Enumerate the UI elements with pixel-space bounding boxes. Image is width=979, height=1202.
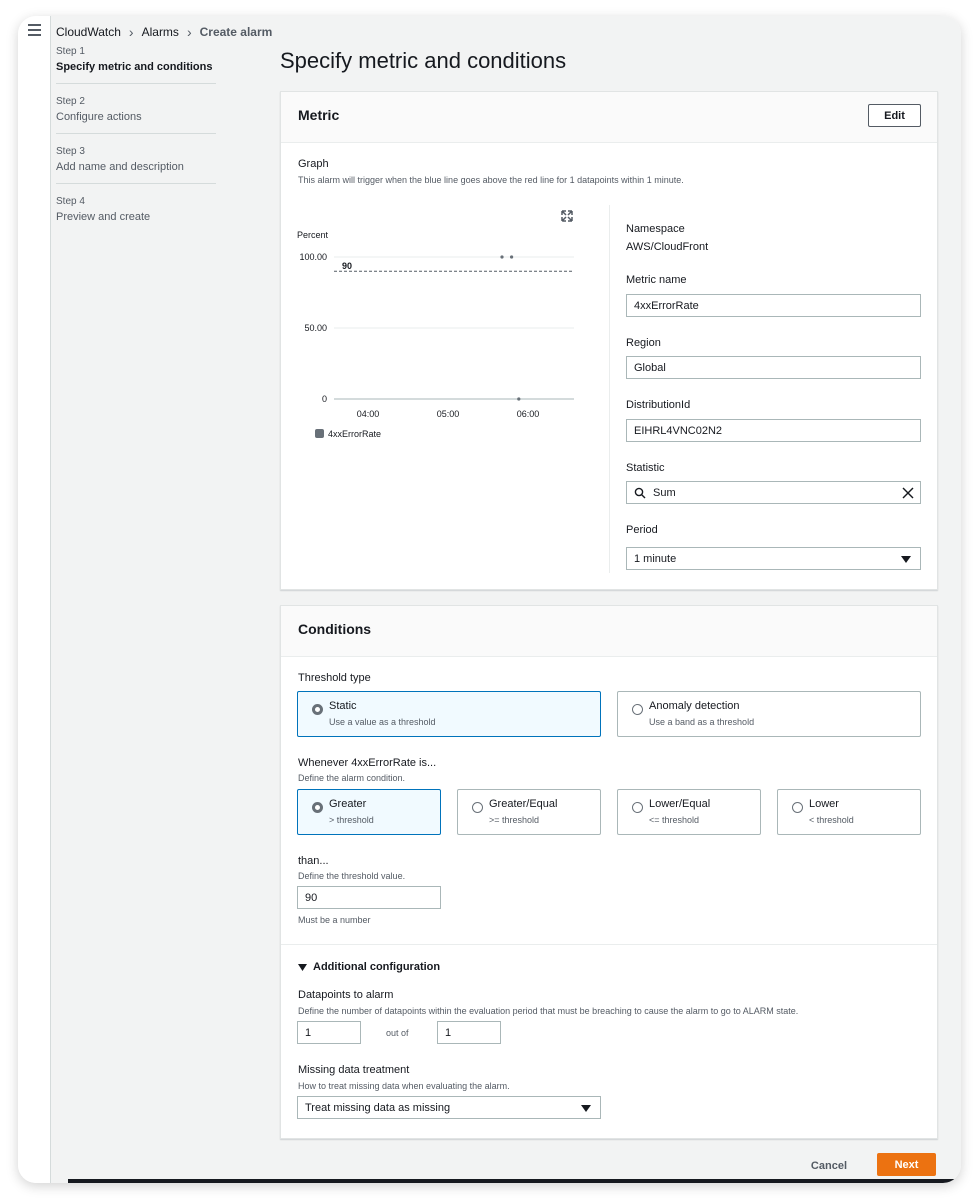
- option-description: > threshold: [329, 815, 374, 825]
- missing-data-select[interactable]: [297, 1096, 601, 1119]
- graph-title: Graph: [298, 158, 329, 170]
- additional-configuration-toggle[interactable]: [298, 961, 440, 973]
- radio-icon: [792, 802, 803, 813]
- clear-icon[interactable]: [902, 487, 914, 499]
- breadcrumb-cloudwatch[interactable]: CloudWatch: [56, 25, 121, 39]
- missing-data-label: Missing data treatment: [298, 1064, 410, 1076]
- divider: [609, 205, 610, 573]
- data-point: [517, 397, 520, 400]
- step-label: Specify metric and conditions: [56, 61, 213, 73]
- caret-down-icon: [581, 1105, 591, 1112]
- cancel-button[interactable]: Cancel: [805, 1159, 853, 1173]
- whenever-description: Define the alarm condition.: [298, 773, 406, 783]
- search-icon: [634, 487, 646, 499]
- window-bottom-edge: [68, 1179, 961, 1183]
- x-tick-label: 04:00: [356, 409, 380, 419]
- radio-icon: [472, 802, 483, 813]
- wizard-steps: [56, 46, 216, 245]
- option-title: Greater: [329, 798, 367, 810]
- divider: [281, 944, 937, 945]
- period-value: 1 minute: [634, 552, 677, 565]
- missing-data-value: Treat missing data as missing: [305, 1101, 451, 1114]
- menu-icon[interactable]: [28, 24, 41, 36]
- legend-swatch: [315, 429, 324, 438]
- breadcrumb-alarms[interactable]: Alarms: [141, 25, 179, 39]
- x-tick-label: 06:00: [516, 409, 540, 419]
- metric-graph: [291, 204, 591, 444]
- operator-greater[interactable]: [297, 789, 441, 835]
- navigation-rail: [18, 16, 51, 1183]
- datapoints-to-alarm-input[interactable]: 1: [297, 1021, 361, 1044]
- region-field[interactable]: Global: [626, 356, 921, 379]
- step-number: Step 4: [56, 196, 85, 207]
- y-tick-label: 0: [321, 394, 327, 404]
- option-title: Static: [329, 700, 357, 712]
- metric-panel-title: Metric: [298, 107, 340, 123]
- datapoints-description: Define the number of datapoints within the evaluation period that must be breaching to cause the alarm to go to ALARM state.: [298, 1006, 799, 1016]
- threshold-type-anomaly-detection[interactable]: [617, 691, 921, 737]
- conditions-panel-title: Conditions: [298, 621, 372, 637]
- than-label: than...: [298, 855, 329, 867]
- distribution-id-field[interactable]: EIHRL4VNC02N2: [626, 419, 921, 442]
- step-label: Preview and create: [56, 211, 151, 223]
- x-tick-label: 05:00: [436, 409, 460, 419]
- console-window: [18, 16, 961, 1183]
- namespace-value: AWS/CloudFront: [626, 241, 709, 253]
- threshold-label: 90: [342, 261, 353, 271]
- option-title: Anomaly detection: [649, 700, 740, 712]
- threshold-value-input[interactable]: 90: [297, 886, 441, 909]
- radio-icon: [312, 802, 323, 813]
- statistic-search-input[interactable]: [626, 481, 921, 504]
- out-of-label: out of: [386, 1028, 409, 1038]
- distribution-id-label: DistributionId: [626, 399, 691, 411]
- option-title: Lower/Equal: [649, 798, 711, 810]
- next-button[interactable]: Next: [877, 1153, 936, 1176]
- step-number: Step 3: [56, 146, 85, 157]
- option-description: Use a value as a threshold: [329, 717, 436, 727]
- statistic-value: Sum: [653, 486, 676, 499]
- missing-data-description: How to treat missing data when evaluating the alarm.: [298, 1081, 510, 1091]
- y-tick-label: 50.00: [304, 323, 327, 333]
- step-label: Configure actions: [56, 111, 142, 123]
- threshold-type-static[interactable]: [297, 691, 601, 737]
- namespace-label: Namespace: [626, 223, 685, 235]
- caret-down-icon: [901, 556, 911, 563]
- evaluation-periods-input[interactable]: 1: [437, 1021, 501, 1044]
- wizard-step-1[interactable]: [56, 46, 216, 84]
- option-title: Greater/Equal: [489, 798, 558, 810]
- operator-lower-equal[interactable]: [617, 789, 761, 835]
- region-label: Region: [626, 337, 661, 349]
- y-tick-label: 100.00: [299, 252, 327, 262]
- metric-name-label: Metric name: [626, 274, 687, 286]
- option-title: Lower: [809, 798, 839, 810]
- radio-icon: [632, 802, 643, 813]
- period-select[interactable]: [626, 547, 921, 570]
- chevron-right-icon: ›: [128, 24, 134, 40]
- additional-configuration-label: Additional configuration: [313, 961, 441, 973]
- metric-name-field[interactable]: 4xxErrorRate: [626, 294, 921, 317]
- radio-icon: [312, 704, 323, 715]
- page-title: Specify metric and conditions: [280, 48, 567, 73]
- data-point: [510, 255, 513, 258]
- option-description: Use a band as a threshold: [649, 717, 755, 727]
- period-label: Period: [626, 524, 658, 536]
- threshold-type-label: Threshold type: [298, 672, 371, 684]
- graph-description: This alarm will trigger when the blue line goes above the red line for 1 datapoints within 1 minute.: [298, 175, 684, 185]
- wizard-step-4[interactable]: [56, 196, 216, 233]
- conditions-panel-header: [281, 606, 937, 657]
- option-description: < threshold: [809, 815, 854, 825]
- main-content: [51, 16, 961, 1183]
- option-description: <= threshold: [649, 815, 700, 825]
- whenever-label: Whenever 4xxErrorRate is...: [298, 757, 437, 769]
- operator-greater-equal[interactable]: [457, 789, 601, 835]
- legend-item[interactable]: 4xxErrorRate: [328, 429, 382, 439]
- wizard-step-2[interactable]: [56, 96, 216, 134]
- y-axis-label: Percent: [297, 230, 329, 240]
- step-number: Step 1: [56, 46, 85, 57]
- threshold-hint: Must be a number: [298, 915, 371, 925]
- conditions-panel: [280, 605, 938, 1139]
- radio-icon: [632, 704, 643, 715]
- option-description: >= threshold: [489, 815, 540, 825]
- edit-button[interactable]: Edit: [868, 104, 921, 127]
- expand-icon[interactable]: [561, 210, 573, 222]
- operator-lower[interactable]: [777, 789, 921, 835]
- data-point: [500, 255, 503, 258]
- metric-panel-header: [281, 92, 937, 143]
- chevron-right-icon: ›: [186, 24, 192, 40]
- statistic-label: Statistic: [626, 462, 665, 474]
- step-number: Step 2: [56, 96, 85, 107]
- caret-down-icon: [298, 964, 307, 971]
- than-description: Define the threshold value.: [298, 871, 406, 881]
- datapoints-label: Datapoints to alarm: [298, 989, 394, 1001]
- breadcrumb: [56, 24, 272, 40]
- step-label: Add name and description: [56, 161, 184, 173]
- breadcrumb-current: Create alarm: [199, 25, 273, 39]
- metric-panel: [280, 91, 938, 590]
- wizard-step-3[interactable]: [56, 146, 216, 184]
